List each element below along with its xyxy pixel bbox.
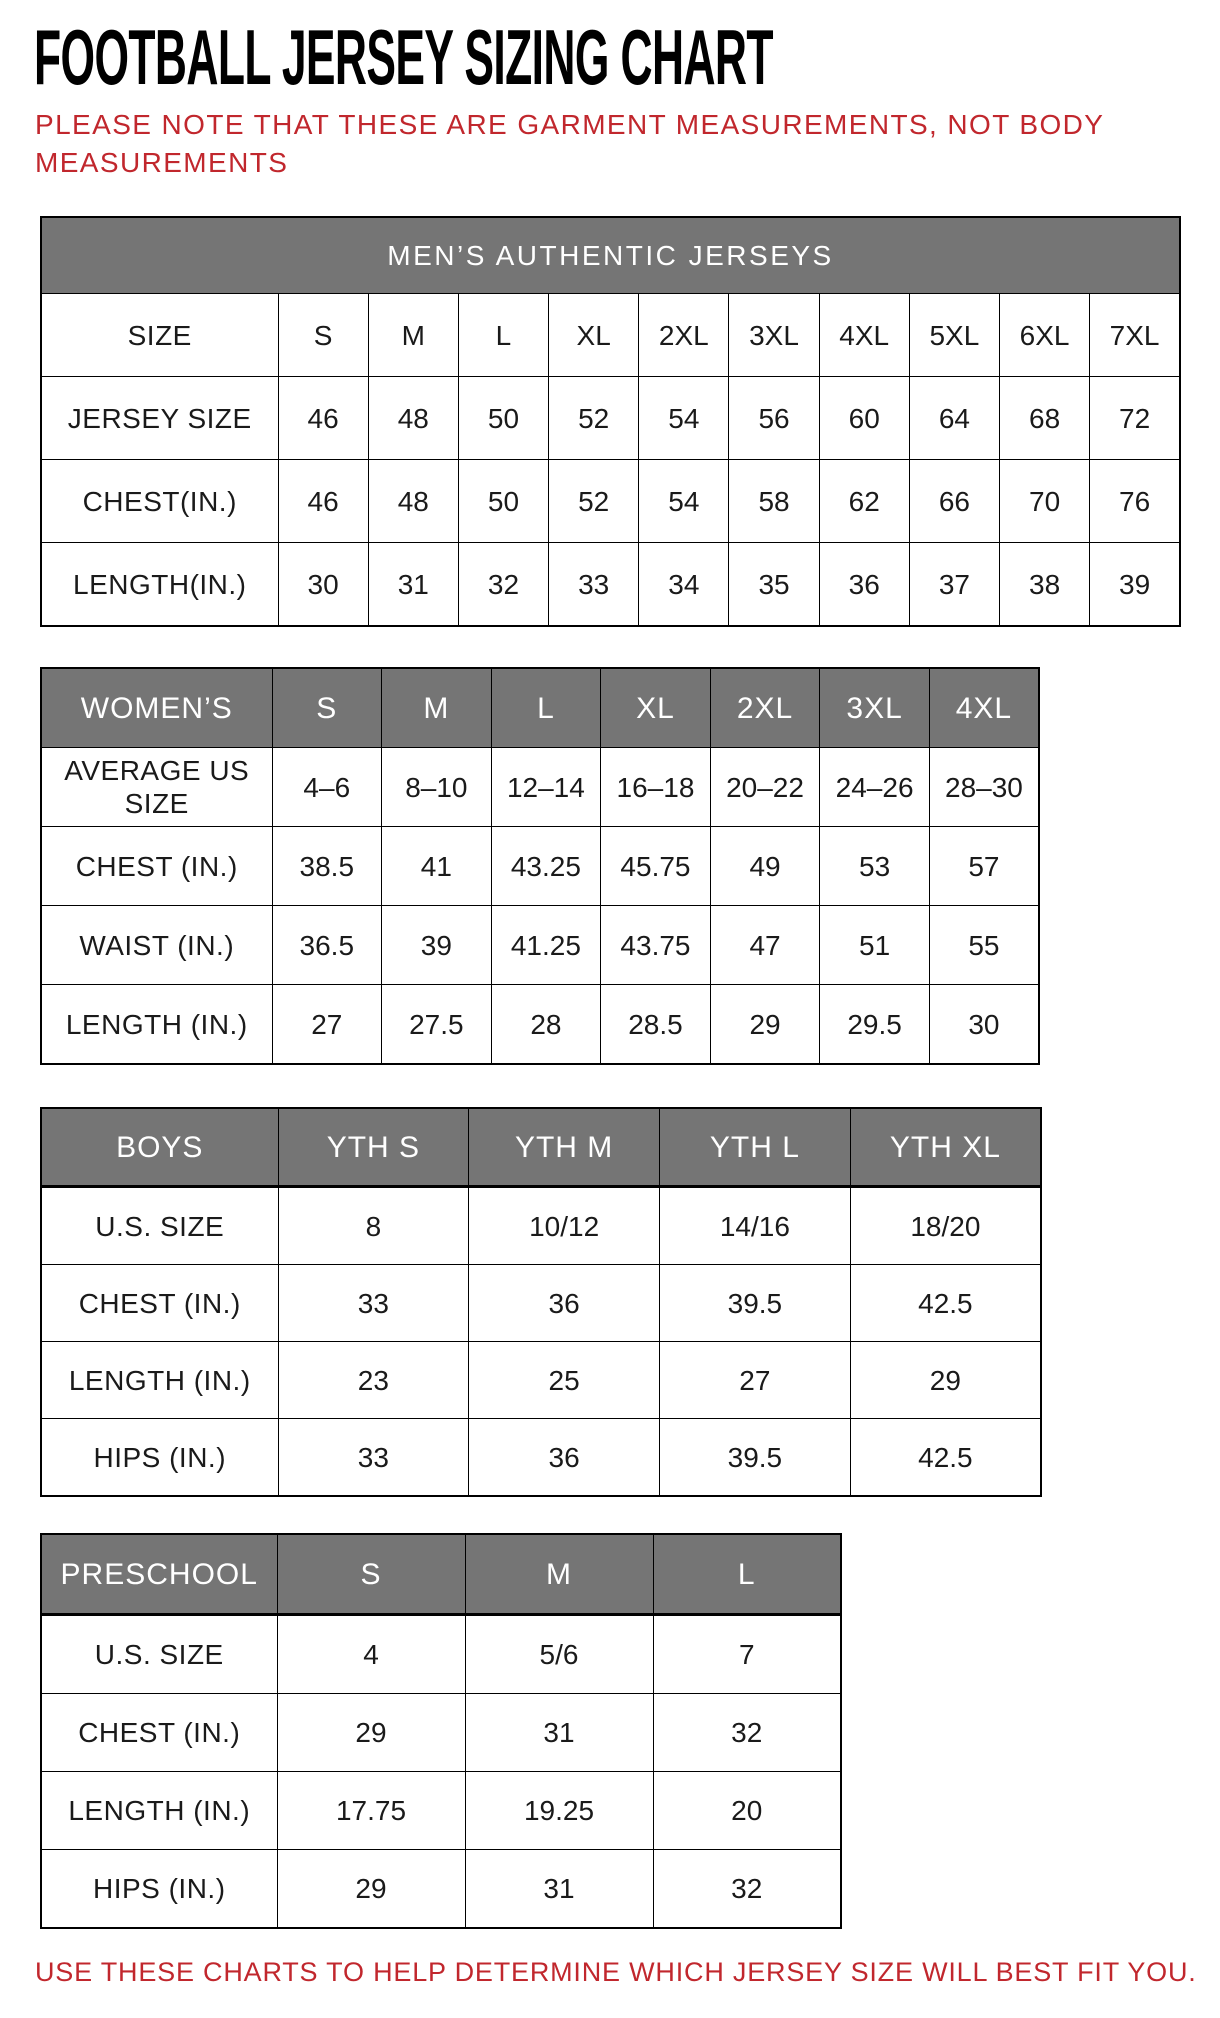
row-label: LENGTH (IN.): [41, 985, 272, 1065]
page-title: FOOTBALL JERSEY SIZING CHART: [34, 13, 773, 101]
value-cell: 46: [278, 460, 368, 543]
value-cell: 38.5: [272, 827, 382, 906]
value-cell: 31: [465, 1694, 653, 1772]
value-cell: 52: [549, 377, 639, 460]
row-label: CHEST (IN.): [41, 827, 272, 906]
value-cell: 31: [368, 543, 458, 627]
header-cell: L: [491, 668, 601, 748]
table-row: [41, 985, 1039, 1065]
boys-sizing-table: [40, 1107, 1042, 1497]
value-cell: 43.25: [491, 827, 601, 906]
value-cell: 32: [458, 543, 548, 627]
header-cell: YTH S: [278, 1108, 469, 1187]
value-cell: 28.5: [601, 985, 711, 1065]
value-cell: 36: [469, 1419, 660, 1497]
table-row: [41, 748, 1039, 827]
value-cell: 54: [639, 460, 729, 543]
value-cell: 38: [1000, 543, 1090, 627]
value-cell: 42.5: [850, 1265, 1041, 1342]
row-label: LENGTH (IN.): [41, 1772, 277, 1850]
value-cell: 68: [1000, 377, 1090, 460]
value-cell: 33: [549, 543, 639, 627]
header-cell: YTH XL: [850, 1108, 1041, 1187]
value-cell: 55: [929, 906, 1039, 985]
header-cell: S: [277, 1534, 465, 1615]
value-cell: S: [278, 294, 368, 377]
value-cell: 41.25: [491, 906, 601, 985]
value-cell: 57: [929, 827, 1039, 906]
value-cell: 27.5: [382, 985, 492, 1065]
row-label: WAIST (IN.): [41, 906, 272, 985]
value-cell: 62: [819, 460, 909, 543]
value-cell: 4–6: [272, 748, 382, 827]
value-cell: 66: [909, 460, 999, 543]
womens-sizing-table: [40, 667, 1040, 1065]
value-cell: 8–10: [382, 748, 492, 827]
row-label: HIPS (IN.): [41, 1850, 277, 1929]
value-cell: 10/12: [469, 1187, 660, 1265]
footer-note: USE THESE CHARTS TO HELP DETERMINE WHICH JERSEY SIZE WILL BEST FIT YOU.: [35, 1957, 1197, 1987]
value-cell: 41: [382, 827, 492, 906]
value-cell: 51: [820, 906, 930, 985]
value-cell: 48: [368, 377, 458, 460]
value-cell: 29: [850, 1342, 1041, 1419]
value-cell: 30: [278, 543, 368, 627]
value-cell: 76: [1090, 460, 1180, 543]
header-label: BOYS: [41, 1108, 278, 1187]
value-cell: 37: [909, 543, 999, 627]
value-cell: 24–26: [820, 748, 930, 827]
table-row: [41, 377, 1180, 460]
row-label: AVERAGE US SIZE: [41, 748, 272, 827]
value-cell: 4XL: [819, 294, 909, 377]
table-header-row: [41, 1534, 841, 1615]
row-label: U.S. SIZE: [41, 1187, 278, 1265]
value-cell: 64: [909, 377, 999, 460]
row-label: CHEST (IN.): [41, 1694, 277, 1772]
value-cell: 42.5: [850, 1419, 1041, 1497]
value-cell: 29: [277, 1694, 465, 1772]
header-cell: L: [653, 1534, 841, 1615]
value-cell: 49: [710, 827, 820, 906]
value-cell: 72: [1090, 377, 1180, 460]
value-cell: 39.5: [660, 1419, 851, 1497]
value-cell: 29.5: [820, 985, 930, 1065]
value-cell: 8: [278, 1187, 469, 1265]
row-label: SIZE: [41, 294, 278, 377]
title-wrap: [34, 13, 1220, 101]
table-row: [41, 294, 1180, 377]
value-cell: 19.25: [465, 1772, 653, 1850]
mens-authentic-jerseys-table: [40, 216, 1181, 627]
value-cell: 39.5: [660, 1265, 851, 1342]
row-label: HIPS (IN.): [41, 1419, 278, 1497]
value-cell: 29: [710, 985, 820, 1065]
table-row: [41, 1694, 841, 1772]
value-cell: 33: [278, 1265, 469, 1342]
table-banner: MEN’S AUTHENTIC JERSEYS: [41, 217, 1180, 294]
value-cell: 53: [820, 827, 930, 906]
row-label: CHEST(IN.): [41, 460, 278, 543]
value-cell: 7: [653, 1615, 841, 1694]
value-cell: 56: [729, 377, 819, 460]
value-cell: 36.5: [272, 906, 382, 985]
value-cell: 33: [278, 1419, 469, 1497]
value-cell: 27: [660, 1342, 851, 1419]
value-cell: 7XL: [1090, 294, 1180, 377]
value-cell: 36: [819, 543, 909, 627]
table-row: [41, 460, 1180, 543]
header-label: WOMEN’S: [41, 668, 272, 748]
value-cell: 32: [653, 1694, 841, 1772]
table-row: [41, 1615, 841, 1694]
value-cell: 50: [458, 460, 548, 543]
value-cell: 5/6: [465, 1615, 653, 1694]
table-row: [41, 1342, 1041, 1419]
table-row: [41, 827, 1039, 906]
value-cell: M: [368, 294, 458, 377]
value-cell: 52: [549, 460, 639, 543]
table-header-row: [41, 668, 1039, 748]
table-row: [41, 1772, 841, 1850]
header-cell: XL: [601, 668, 711, 748]
header-cell: S: [272, 668, 382, 748]
row-label: JERSEY SIZE: [41, 377, 278, 460]
value-cell: 4: [277, 1615, 465, 1694]
value-cell: 50: [458, 377, 548, 460]
value-cell: 27: [272, 985, 382, 1065]
value-cell: 2XL: [639, 294, 729, 377]
value-cell: 48: [368, 460, 458, 543]
value-cell: 47: [710, 906, 820, 985]
value-cell: 43.75: [601, 906, 711, 985]
table-row: [41, 543, 1180, 627]
value-cell: 18/20: [850, 1187, 1041, 1265]
row-label: CHEST (IN.): [41, 1265, 278, 1342]
value-cell: XL: [549, 294, 639, 377]
header-cell: 3XL: [820, 668, 930, 748]
header-cell: M: [382, 668, 492, 748]
value-cell: 20: [653, 1772, 841, 1850]
value-cell: 39: [382, 906, 492, 985]
table-header-row: [41, 1108, 1041, 1187]
value-cell: 28: [491, 985, 601, 1065]
value-cell: 20–22: [710, 748, 820, 827]
value-cell: 14/16: [660, 1187, 851, 1265]
value-cell: 5XL: [909, 294, 999, 377]
value-cell: 58: [729, 460, 819, 543]
row-label: U.S. SIZE: [41, 1615, 277, 1694]
garment-measurements-note: PLEASE NOTE THAT THESE ARE GARMENT MEASUREMENTS, NOT BODY MEASUREMENTS: [35, 109, 1104, 178]
value-cell: 60: [819, 377, 909, 460]
value-cell: 35: [729, 543, 819, 627]
value-cell: 34: [639, 543, 729, 627]
value-cell: 3XL: [729, 294, 819, 377]
value-cell: 29: [277, 1850, 465, 1929]
table-row: [41, 1265, 1041, 1342]
row-label: LENGTH(IN.): [41, 543, 278, 627]
value-cell: 70: [1000, 460, 1090, 543]
header-cell: M: [465, 1534, 653, 1615]
value-cell: 16–18: [601, 748, 711, 827]
header-cell: YTH M: [469, 1108, 660, 1187]
value-cell: 28–30: [929, 748, 1039, 827]
header-cell: 2XL: [710, 668, 820, 748]
table-row: [41, 1419, 1041, 1497]
table-row: [41, 1850, 841, 1929]
value-cell: 39: [1090, 543, 1180, 627]
preschool-sizing-table: [40, 1533, 842, 1929]
value-cell: 12–14: [491, 748, 601, 827]
table-row: [41, 906, 1039, 985]
value-cell: 36: [469, 1265, 660, 1342]
row-label: LENGTH (IN.): [41, 1342, 278, 1419]
value-cell: 54: [639, 377, 729, 460]
table-row: [41, 1187, 1041, 1265]
value-cell: 23: [278, 1342, 469, 1419]
value-cell: 31: [465, 1850, 653, 1929]
value-cell: 6XL: [1000, 294, 1090, 377]
value-cell: L: [458, 294, 548, 377]
header-cell: YTH L: [660, 1108, 851, 1187]
value-cell: 25: [469, 1342, 660, 1419]
value-cell: 32: [653, 1850, 841, 1929]
value-cell: 30: [929, 985, 1039, 1065]
header-label: PRESCHOOL: [41, 1534, 277, 1615]
value-cell: 17.75: [277, 1772, 465, 1850]
value-cell: 45.75: [601, 827, 711, 906]
header-cell: 4XL: [929, 668, 1039, 748]
value-cell: 46: [278, 377, 368, 460]
